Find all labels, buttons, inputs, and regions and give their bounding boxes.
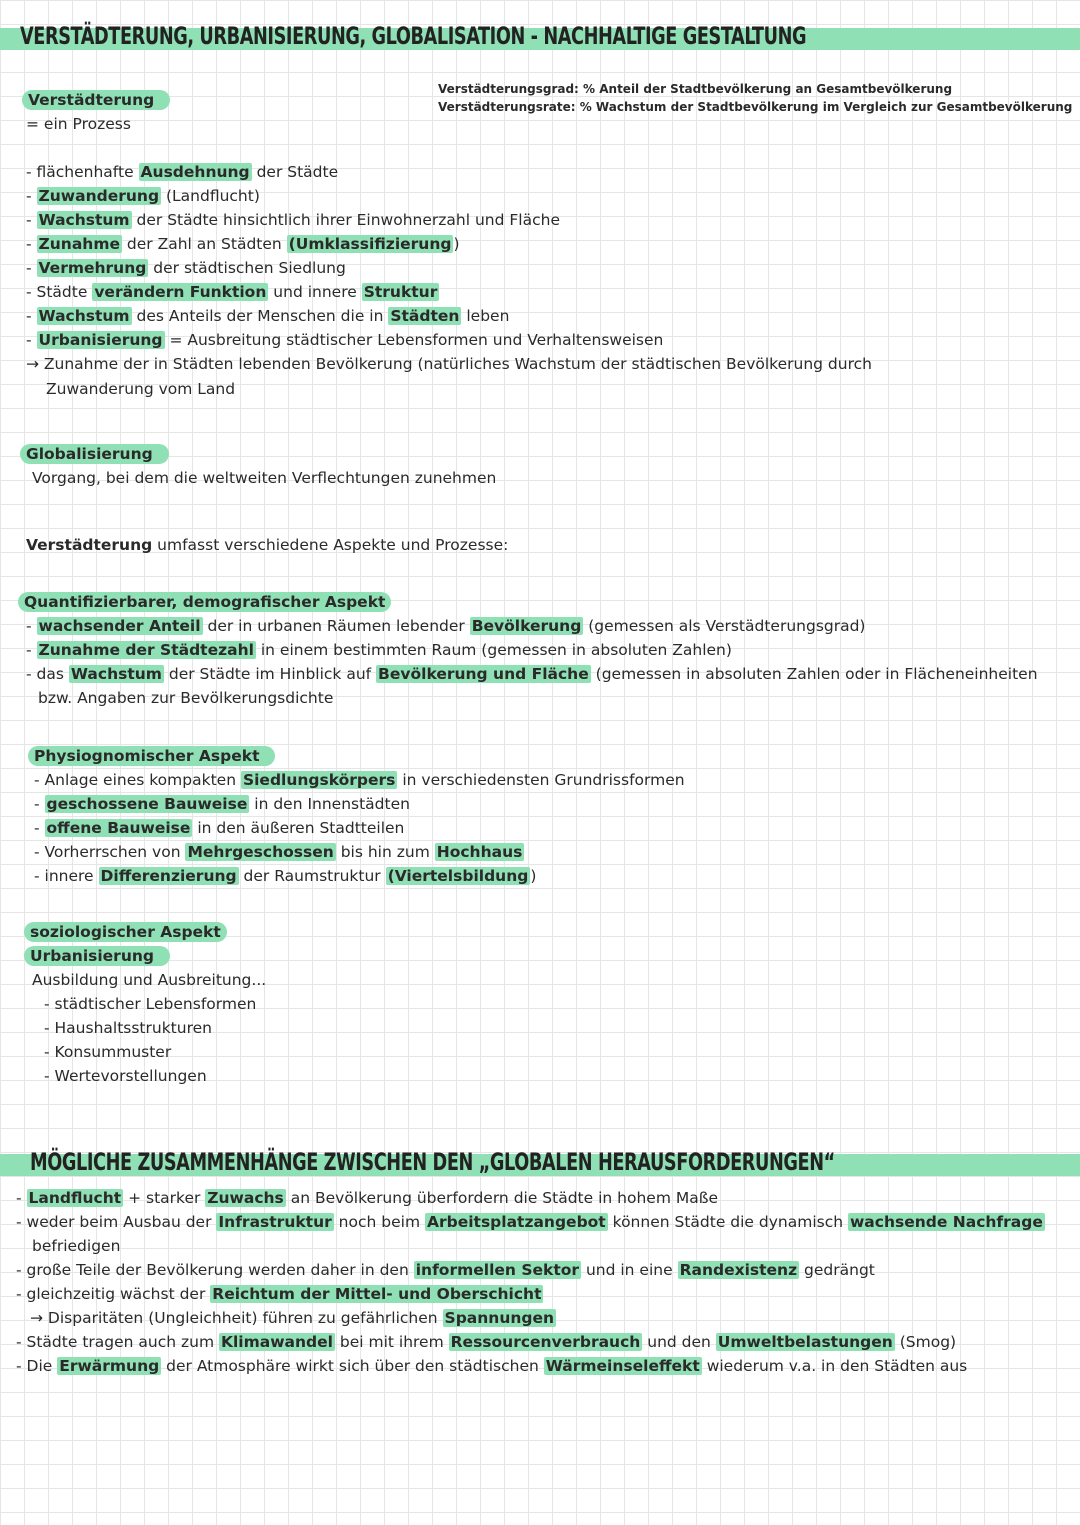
list-item: - Anlage eines kompakten Siedlungskörpers in verschiedensten Grundrissformen <box>34 771 685 789</box>
page-title: VERSTÄDTERUNG, URBANISIERUNG, GLOBALISATION - NACHHALTIGE GESTALTUNG <box>20 22 807 50</box>
list-item: - Die Erwärmung der Atmosphäre wirkt sich über den städtischen Wärmeinseleffekt wiederum v.a. in den Städten aus <box>16 1357 968 1375</box>
list-item: - Zunahme der Städtezahl in einem bestimmten Raum (gemessen in absoluten Zahlen) <box>26 641 732 659</box>
section-tag-soziologisch: soziologischer Aspekt <box>24 922 227 942</box>
list-item: - innere Differenzierung der Raumstruktur (Viertelsbildung ) <box>34 867 537 885</box>
list-item: - flächenhafte Ausdehnung der Städte <box>26 163 339 181</box>
glob-text: Vorgang, bei dem die weltweiten Verflechtungen zunehmen <box>32 469 497 487</box>
section-title-zusammenhaenge: MÖGLICHE ZUSAMMENHÄNGE ZWISCHEN DEN „GLOBALEN HERAUSFORDERUNGEN“ <box>30 1148 835 1176</box>
list-item: befriedigen <box>32 1237 121 1255</box>
list-item: - städtischer Lebensformen <box>44 995 257 1013</box>
list-item: - Vorherrschen von Mehrgeschossen bis hin zum Hochhaus <box>34 843 523 861</box>
list-item: - das Wachstum der Städte im Hinblick auf Bevölkerung und Fläche (gemessen in absoluten Zahlen oder in Flächeneinheiten <box>26 665 1038 683</box>
list-item: - geschossene Bauweise in den Innenstädten <box>34 795 410 813</box>
soz-intro: Ausbildung und Ausbreitung... <box>32 971 267 989</box>
list-item: - offene Bauweise in den äußeren Stadtteilen <box>34 819 405 837</box>
list-item: - Haushaltsstrukturen <box>44 1019 212 1037</box>
umfasst-line: Verstädterung umfasst verschiedene Aspekte und Prozesse: <box>26 536 509 554</box>
list-item: - Zuwanderung (Landflucht) <box>26 187 260 205</box>
list-item: - Zunahme der Zahl an Städten (Umklassifizierung ) <box>26 235 460 253</box>
list-item: - Urbanisierung = Ausbreitung städtischer Lebensformen und Verhaltensweisen <box>26 331 664 349</box>
definition-rate: Verstädterungsrate: % Wachstum der Stadtbevölkerung im Vergleich zur Gesamtbevölkerung <box>438 100 1073 114</box>
list-item: → Zunahme der in Städten lebenden Bevölkerung (natürliches Wachstum der städtischen Bevölkerung durch <box>26 355 872 373</box>
list-item: - Konsummuster <box>44 1043 172 1061</box>
list-item: - Städte verändern Funktion und innere Struktur <box>26 283 438 301</box>
list-item: - große Teile der Bevölkerung werden daher in den informellen Sektor und in eine Randexistenz gedrängt <box>16 1261 875 1279</box>
section-tag-physiognomisch: Physiognomischer Aspekt <box>28 746 275 766</box>
definition-grad: Verstädterungsgrad: % Anteil der Stadtbevölkerung an Gesamtbevölkerung <box>438 82 953 96</box>
list-item: - Wachstum der Städte hinsichtlich ihrer Einwohnerzahl und Fläche <box>26 211 560 229</box>
verst-sub: = ein Prozess <box>26 115 131 133</box>
list-item: Zuwanderung vom Land <box>46 380 236 398</box>
section-tag-quantifizierbar: Quantifizierbarer, demografischer Aspekt <box>18 592 391 612</box>
list-item: → Disparitäten (Ungleichheit) führen zu gefährlichen Spannungen <box>30 1309 555 1327</box>
section-tag-urbanisierung: Urbanisierung <box>24 946 170 966</box>
list-item: - Landflucht + starker Zuwachs an Bevölkerung überfordern die Städte in hohem Maße <box>16 1189 719 1207</box>
list-item: - Wachstum des Anteils der Menschen die in Städten leben <box>26 307 510 325</box>
list-item: - Wertevorstellungen <box>44 1067 207 1085</box>
list-item: - gleichzeitig wächst der Reichtum der Mittel- und Oberschicht <box>16 1285 542 1303</box>
list-item: - wachsender Anteil der in urbanen Räumen lebender Bevölkerung (gemessen als Verstädterungsgrad) <box>26 617 866 635</box>
section-tag-verstaedterung: Verstädterung <box>22 90 170 110</box>
list-item: - weder beim Ausbau der Infrastruktur noch beim Arbeitsplatzangebot können Städte die dynamisch wachsende Nachfrage <box>16 1213 1043 1231</box>
list-item: - Städte tragen auch zum Klimawandel bei mit ihrem Ressourcenverbrauch und den Umweltbelastungen (Smog) <box>16 1333 957 1351</box>
list-item: bzw. Angaben zur Bevölkerungsdichte <box>38 689 334 707</box>
list-item: - Vermehrung der städtischen Siedlung <box>26 259 346 277</box>
section-tag-globalisierung: Globalisierung <box>20 444 169 464</box>
